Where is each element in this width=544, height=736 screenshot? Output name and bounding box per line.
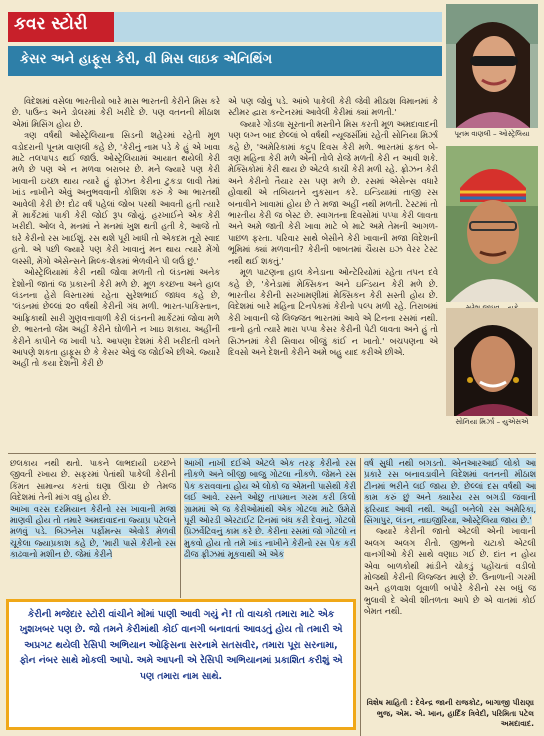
photo-caption: પૂનમ વાણલી – ઓસ્ટ્રેલિયા	[446, 128, 538, 140]
highlighted-paragraph	[364, 458, 536, 526]
photo-sonia	[446, 308, 538, 416]
article-paragraph: મૂળ પાટણના હાલ કેનેડાના ઓન્ટેરિયોમાં રહેતા તપન દવે કહે છે, 'કેનેડામાં મેક્સિકન અને ઇન્ડિયન કેરી મળે છે. ભારતીય કેરીની સરખામણીમાં મેક્સિકન કેરી સસ્તી હોય છે. વિદેશમાં બારે મહિના ટિનપેકમાં કેરીનો પલ્પ મળી રહે. તિરાબમાં કેરી ખાવાની જે લિજ્જત ભારતમાં આવે એ ટિનના રસમાં નથી. નાનો હતો ત્યારે મારા પપ્પા કેસર કેરીની પેટી લાવતા અને હું તો સિઝનમાં કેરી સિવાય બીજું કાંઈ ન ખાતો.' બચપણના એ દિવસો અને દેશની કેરીને અમે બહુ યાદ કરીએ છીએ.	[228, 267, 438, 357]
highlighted-text: વર્ષ સુધી નથી બગડતો. એનઆરઆઈ લોકો આ પ્રકારે રસ બનાવડાવીને વિદેશમાં વતનની મીઠાશ ટીનમાં ભરીને લઈ જાય છે. છેલ્લાં દસ વર્ષથી આ કામ કરું છું અને ક્યારેય રસ બગડી જવાની ફરિયાદ આવી નથી. અહીં બનેલો રસ અમેરિકા, સિંગાપુર, લંડન, નાઇજીરિયા, ઓસ્ટ્રેલિયા જાય છે.'	[364, 458, 536, 526]
photo-caption: સોનિયા મિર્ઝા – યુએસએ	[446, 416, 538, 428]
banner-strip	[114, 12, 442, 42]
photo-suresh	[446, 146, 538, 302]
article-paragraph: એ પણ જોવું પડે. આંબે પાકેલી કેરી જેવી મીઠાશ વિમાનમાં કે સ્ટીમર દ્વારા કન્ટેનરમાં આવેલી કેરીમાં ક્યાં મળતી.'	[228, 96, 438, 118]
article-paragraph: છલકાય નથી થતો. પાકને લાભદાયી ઇચ્છને જીવતી રખાય છે. સફરમાં પેતાંથી પાકેલી કેરીની કિંમત સામાન્ય કરતાં ઘણા ઊંચા છે તેમજ વિદેશમાં તેની માંગ વધુ હોય છે.	[10, 458, 176, 503]
reader-promo-box	[6, 599, 356, 730]
section-label: કવર સ્ટોરી	[14, 14, 88, 34]
column-divider	[180, 458, 181, 598]
highlighted-paragraph	[184, 458, 356, 561]
column-divider	[360, 458, 361, 736]
information-credit: વિશેષ માહિતી : દેવેન્દ્ર જાની રાજકોટ, બાગાજી પીરાણા ભુજ, એમ. એ. ખાન, હાર્દિક ત્રિવેદી, પરિમિતા પટેલ અમદાવાદ.	[366, 698, 534, 728]
highlighted-text: આખી નાખી દઈએ એટલે એક તરફ કેરીનો રસ નીકળે અને બીજી બાજુ ગોટલા નીકળે. જેમને રસ પેક કરાવવાના હોય એ લોકો જ એમની પાસેથી કેરી લઈ આવે. રસને ઓછુ તાપમાન ગરમ કરી કિલો ગ્રામમાં એ જ કેરીઓમાંથી એક ગોટલા માટે ઉમેરો પૂરી ઓરડી એરટાઈટ ટિનમાં બંધ કરી દેવાનું. ગોટલો પ્રિઝર્વેટિવનું કામ કરે છે. કેરીના રસમાં જો ગોટલો ન મુકવો હોય તો તમે ખાંડ નાખીને કેરીનો રસ પેક કરી ઢીજ ફ્રીઝમાં મૂકવાથી એ એક	[184, 458, 356, 560]
article-paragraph: જ્યારે ગોંડલા સૂરતાની મસ્તીને મિસ કરતી મૂળ અમદાવાદની પણ લગ્ન બાદ છેલ્લાં બે વર્ષથી ન્યૂજર્સીમાં રહેતી સોનિયા મિર્ઝા કહે છે, 'અમેરિકામાં કદ્રુપ દિવસ કેરી મળે. ભારતમાં ફક્ત બે-ત્રણ મહિના કેરી મળે એની તોલે રોજે મળતી કેરી ન આવી શકે. મેક્સિકોમાં કેરી થાય છે એટલે કાચી કેરી મળી રહે. ફ્રોઝન કેરી અને કેરીનો તૈયાર રસ પણ મળે છે. રસમાં એસેન્સ વધારે હોવાથી એ તબિયતને નુકસાન કરે. ઇન્ડિયામાં તાજી રસ બનાવીને ખાવામાં હોય છે તે મજા અહીં નથી મળતી. ટેસ્ટમાં તો ભારતીય કેરી જ બેસ્ટ છે. સ્વાગતના દિવસોમાં પપ્પા કેરી લાવતા અને અમે જાતી કેરી ખાવા માટે બે માટે અમે તેમની આગળ-પાછળ ફરતા. પરિવાર સાથે બેસીને કેરી ખાવાની મજા વિદેશની ભૂમિમાં ક્યાં મળવાની? કેરીની બાબતમાં ચૈયસ ઇઝ વેરર ટેસ્ટ નથી થઈ શકતું.'	[228, 118, 438, 266]
article-column-2	[228, 96, 438, 444]
promo-text: કેરીની મજેદાર સ્ટોરી વાંચીને મોંમાં પાણી આવી ગયું ને! તો વાચકો તમારા માટે એક ખુશખબર પણ છે. જો તમને કેરીમાંથી કોઈ વાનગી બનાવતાં આવડતું હોય તો તમારી એ અપ્રગટ થયેલી રેસિપી અભિયાન ઓફિસના સરનામે સતસવીર, તમારા પૂરા સરનામા, ફોન નંબર સાથે મોકલી આપો. અમે આપની એ રેસિપી અભિયાનમાં પ્રકાશિત કરીશું એ પણ તમારા નામ સાથે.	[19, 609, 343, 682]
article-paragraph: જ્યારે કેરીની જાતો એટલી એની ખાવાની અલગ અલગ રીતો. જીભનો ચટાકો એટલી વાનગીઓ કેરી સાથે વણાઇ ગઈ છે. દાંત ન હોય એવા બાળકોથી માંડીને ચોકડું પહોંચતાં વડીલો મોજથી કેરીની લિજ્જત માણે છે. ઉનાળાની ગરમી અને હળવાશ લૂવાળી બપોરે કેરીનો રસ બધું જ ભુલાવી દે એવી શીતળતા આપે છે એ વાતમાં કોઈ બેમત નથી.	[364, 526, 536, 617]
article-paragraph: ઓસ્ટ્રેલિયામાં કેરી નથી જોવા મળતી તો લંડનમાં અનેક દેશોની જાતાં જ પ્રકારની કેરી મળે છે. મૂળ કચ્છના અને હાલ લંડનના હેરો વિસ્તારમાં રહેતા સુરેશભાઈ જાધવ કહે છે, 'લંડનમાં છેલ્લાં ૨૦ વર્ષથી કેરીની ગંધ મળી. ભારત-પાકિસ્તાન, આફ્રિકાથી સારી ગુણવત્તાવાળી કેરી લંડનની માર્કેટમાં જોવા મળે છે. ભારતનો જેમ અહીં કેરીને ઘોળીને ન ખાઇ શકાય. અહીંની કેરીને કાપીને જ ખાવી પડે. આપણા દેશમાં કેરી ખરીદતી વખતે આપણે શકતા હાફૂસ છે કે કેસર એવું જ જોઈએ છીએ. જ્યારે અહીં તો કયા દેશની કેરી છે	[12, 267, 220, 369]
article-column-5	[364, 458, 536, 696]
article-column-3	[10, 458, 176, 598]
photo-poonam	[446, 4, 538, 128]
highlighted-text: આખા વરસ દરમિયાન કેરીનો રસ ખાવાની મજા માણવી હોય તો તમારે અમદાવાદના જ્યાપ્ર પટેલને મળવું પડે. બિઝનેસ પર્ફોમન્સ એવોર્ડ મેળવી ચૂકેલા જ્યાપ્રકાશ કહે છે, 'મારી પાસે કેરીનો રસ કાઢવાનો મશીન છે. જેમાં કેરીને	[10, 503, 176, 560]
article-column-4	[184, 458, 356, 598]
article-paragraph: ત્રણ વર્ષથી ઓસ્ટ્રેલિયાના સિડની શહેરમાં રહેતી મૂળ વડોદરાની પૂનમ વાણલી કહે છે, 'કેરીનું નામ પડે કે હું એ ખાવા માટે તલપાપડ થઈ જાઉં. ઓસ્ટ્રેલિયામાં આયાત થયેલી કેરી મળે છે પણ એ ન મળવા બરાબર છે. મને જ્યારે પણ કેરી ખાવાની ઇચ્છા થાય ત્યારે હું ફ્રોઝન કેરીના ટુકડા લાવી તેમાં ખાંડ નાખીને એવું અનુભવવાની કોશિશ કરું કે આ ભારતથી આવેલી કેરી છે! દોઢ વર્ષ પહેલાં જોબ પરથી આવતી હતી ત્યારે મેં માર્કેટમાં પાકી કેરી જોઈ રૂપ જોયું. હરખાઈને એક કેરી ખરીદી. ઓલ વે, મનમાં ને મનમાં ખુશ થતી હતી કે, આજે તો ઘરે કેરીનો રસ ખાઈશું. રસ થશે પૂરી ખાધી તો એકદમ તૂરો સ્વાદ હતો. એ પછી જ્યારે પણ કેરી ખાવાનું મન થાય ત્યારે મેંગો લસ્સી, મેંગો એસેન્સને મિલ્ક-શેકમાં ભેળવીને પી લઉં છું.'	[12, 130, 220, 266]
headline: કેસર અને હાફૂસ કેરી, વી મિસ લાઇક એનિથિંગ	[20, 52, 273, 67]
highlighted-paragraph	[10, 504, 176, 561]
section-divider	[8, 453, 536, 454]
article-paragraph: વિદેશમાં વસેલા ભારતીયો બારે માસ ભારતની કેરીને મિસ કરે છે. પાઉન્ડ અને ડોલરમાં કેરી ખરીદે છે. પણ વતનની મીઠાશ એમાં મિસિંગ હોય છે.	[12, 96, 220, 129]
article-column-1	[12, 96, 220, 444]
